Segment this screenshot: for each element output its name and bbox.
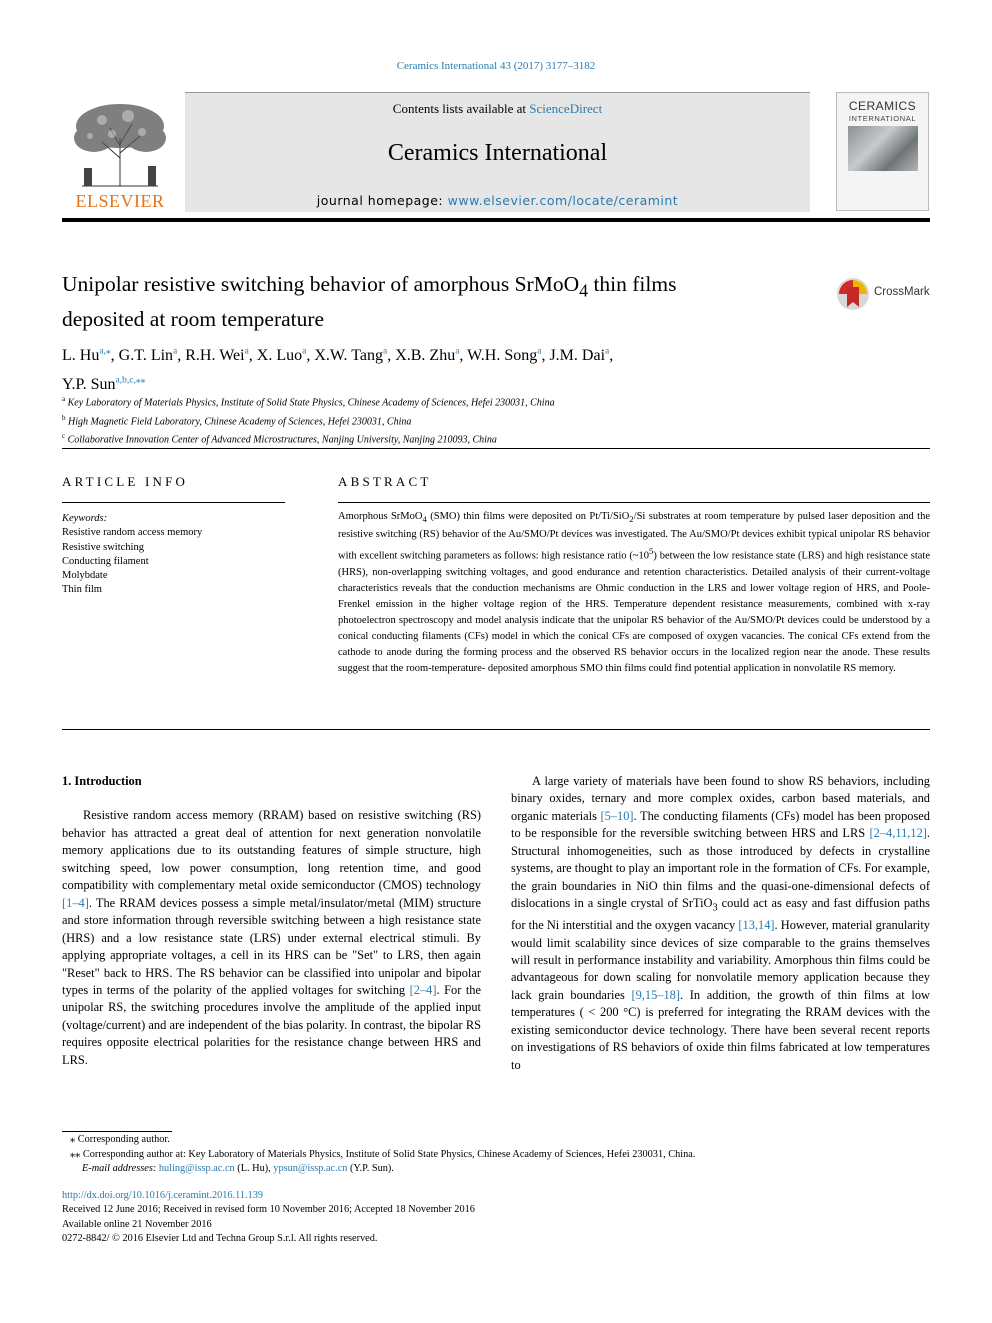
cover-subtitle: INTERNATIONAL: [848, 114, 917, 123]
received-dates: Received 12 June 2016; Received in revised form 10 November 2016; Accepted 18 November 2016: [62, 1204, 475, 1216]
author-affil-mark[interactable]: a: [537, 347, 542, 357]
title-part: Unipolar resistive switching behavior of amorphous SrMoO: [62, 272, 580, 296]
author-name: L. Hu: [62, 347, 100, 365]
journal-homepage: [185, 193, 810, 208]
keyword: Conducting filament: [62, 555, 149, 567]
header-rule: [62, 218, 930, 222]
email-owner: (L. Hu),: [234, 1163, 274, 1174]
doi-link[interactable]: http://dx.doi.org/10.1016/j.ceramint.2016.11.139: [62, 1190, 264, 1201]
affiliation: [62, 392, 762, 411]
elsevier-wordmark: ELSEVIER: [75, 191, 165, 211]
introduction-heading: 1. Introduction: [62, 774, 142, 788]
paper-title: [62, 270, 802, 334]
reference-link[interactable]: [2–4]: [409, 982, 437, 997]
author-affil-mark[interactable]: a: [173, 347, 178, 357]
abstract-part: ) between the low resistance state (LRS) and high resistance state (HRS), non-overlapping switching voltages, and good endurance and retention characteristics. Detailed analysis of their current-voltage characteristics reveals that the conduction mechanisms are Ohmic conduction in the LRS and lower voltage region of HRS, and Poole-Frenkel emission in the higher voltage region of the HRS. Temperature dependent resistance measurements, combined with x-ray photoelectron spectroscopy and model analysis indicate that the unipolar RS behavior of the Au/SMO/Pt devices could be understood by a conical conducting filaments (CFs) model in which the conical CFs are composed of oxygen vacancies. The conical CFs extend from the cathode to anode during the forming process and the observed RS behavior occurs in the localized region near the anode. These results suggest that the room-temperature- deposited amorphous SMO thin films could find potential application in nonvolatile RS memory.: [338, 550, 931, 674]
abstract-subscript: 4: [422, 514, 427, 525]
email-owner: (Y.P. Sun).: [347, 1163, 394, 1174]
footnote-rule: [62, 1131, 172, 1132]
sciencedirect-link[interactable]: ScienceDirect: [529, 101, 603, 116]
author-separator: ,: [459, 347, 468, 365]
author[interactable]: [185, 347, 257, 364]
keyword: Molybdate: [62, 570, 108, 582]
abstract-part: (SMO) thin films were deposited on Pt/Ti/SiO: [426, 511, 630, 522]
abstract-bottom-rule: [62, 729, 930, 730]
author[interactable]: [62, 376, 145, 393]
keywords-label: Keywords:: [62, 513, 108, 524]
paragraph-text: Resistive random access memory (RRAM) based on resistive switching (RS) behavior has attracted a great deal of attention for next generation nonvolatile memory applications due to its outstanding features of simple structure, high switching speed, low power consumption, long retention time, and good compatibility with complementary metal oxide semiconductor (CMOS) technology: [62, 808, 481, 893]
email-label: E-mail addresses:: [82, 1163, 159, 1174]
reference-link[interactable]: [9,15–18]: [631, 987, 681, 1002]
journal-title[interactable]: Ceramics International: [387, 140, 608, 166]
affiliation-text: Collaborative Innovation Center of Advanced Microstructures, Nanjing University, Nanjing 210093, China: [67, 434, 497, 446]
author-affil-mark[interactable]: a: [455, 347, 460, 357]
header-top-rule: [185, 92, 810, 93]
abstract-text: [338, 509, 930, 677]
abstract-superscript: 5: [649, 546, 654, 557]
author-separator: ,: [306, 347, 315, 365]
author-name: X.W. Tang: [314, 347, 383, 365]
email-link[interactable]: ypsun@issp.ac.cn: [273, 1163, 348, 1174]
author[interactable]: [314, 347, 395, 364]
title-line-2: deposited at room temperature: [62, 307, 325, 332]
paragraph-subscript: 3: [712, 902, 718, 914]
affiliation-text: Key Laboratory of Materials Physics, Institute of Solid State Physics, Chinese Academy of Sciences, Hefei 230031, China: [67, 397, 555, 409]
author-name: X.B. Zhu: [395, 347, 456, 365]
paragraph-text: . The conducting filaments (CFs) model has been proposed to be responsible for the reversible switching between HRS and LRS: [511, 808, 930, 841]
article-info-rule: [62, 502, 285, 503]
author-separator: ,: [387, 347, 396, 365]
contents-prefix: Contents lists available at: [392, 101, 530, 116]
author-affil-mark[interactable]: a: [605, 347, 610, 357]
author[interactable]: [467, 347, 549, 364]
author-affil-mark[interactable]: a: [244, 347, 249, 357]
paragraph-text: . Structural inhomogeneities, such as those introduced by defects in crystalline systems, are thought to play an important role in the formation of CFs. For example, the grain boundaries in NiO thin films and the quasi-one-dimensional defects of dislocations in a single crystal of SrTiO: [511, 826, 930, 911]
author-name: G.T. Lin: [118, 347, 174, 365]
affiliation: [62, 411, 762, 430]
author[interactable]: [119, 347, 186, 364]
elsevier-tree-icon: [62, 98, 178, 190]
author-separator: ,: [110, 347, 119, 365]
paragraph-text: . For the unipolar RS, the switching procedures involve the amplitude of the applied input (voltage/current) and are independent of the bias polarity. In contrast, the bipolar RS requires opposite electrical polarities for the resistance change between HRS and LRS.: [62, 982, 481, 1067]
available-online: Available online 21 November 2016: [62, 1218, 212, 1230]
journal-cover-thumbnail[interactable]: [836, 92, 929, 211]
affiliation-mark: a: [62, 395, 66, 403]
reference-link[interactable]: [1–4]: [62, 895, 89, 910]
author-affil-mark[interactable]: a,b,c,⁎⁎: [115, 375, 146, 386]
author-separator: ,: [248, 347, 257, 365]
affiliation-mark: c: [62, 432, 66, 441]
homepage-link[interactable]: www.elsevier.com/locate/ceramint: [447, 193, 679, 208]
reference-link[interactable]: [5–10]: [600, 808, 634, 823]
author-separator: ,: [609, 347, 614, 365]
author-affil-mark[interactable]: a: [382, 347, 388, 357]
affiliation-rule: [62, 448, 930, 449]
author[interactable]: [62, 347, 119, 364]
journal-citation[interactable]: [0, 60, 992, 72]
keywords-block: [62, 512, 282, 598]
footnote-corresponding-2: ⁎⁎ Corresponding author at: Key Laboratory of Materials Physics, Institute of Solid State Physics, Chinese Academy of Sciences, Hefei 230031, China.: [70, 1148, 696, 1160]
affiliation-mark: b: [62, 413, 66, 422]
author-separator: ,: [177, 347, 186, 365]
abstract-part: /Si substrates at room temperature by pulsed laser deposition and the resistive switching (RS) behavior of the Au/SMO/Pt devices was investigated. The Au/SMO/Pt devices exhibit typical unipolar RS behavior with excellent switching parameters as follows: high resistance ratio (~10: [338, 511, 930, 562]
keyword: Thin film: [62, 584, 102, 596]
reference-link[interactable]: [2–4,11,12]: [869, 826, 927, 841]
footnote-emails: [62, 1162, 930, 1177]
keyword: Resistive switching: [62, 541, 144, 553]
paragraph-text: . The RRAM devices possess a simple metal/insulator/metal (MIM) structure and store information through reversible switching between a high resistance state (HRS) and a low resistance state (LRS) under external electrical stimuli. By applying appropriate voltages, a cell in its HRS can be "Set" to LRS, then again "Reset" back to HRS. The RS behavior can be classified into unipolar and bipolar types in terms of the polarity of the applied voltages for switching: [62, 895, 481, 997]
title-part: thin films: [588, 272, 677, 296]
crossmark-badge[interactable]: [836, 276, 932, 312]
author[interactable]: [395, 347, 467, 364]
body-column-right: [511, 773, 930, 1074]
author[interactable]: [549, 347, 613, 364]
cover-image: [848, 126, 918, 171]
affiliation-list: [62, 392, 762, 448]
author-affil-mark[interactable]: a,⁎: [99, 347, 111, 357]
author[interactable]: [257, 347, 315, 364]
paragraph-text: A large variety of materials have been found to show RS behaviors, including binary oxides, ternary and more complex oxides, carbon based materials, and organic materials: [511, 774, 930, 823]
homepage-prefix: journal homepage:: [316, 193, 448, 208]
paragraph-text: . In addition, the growth of thin films at low temperatures ( < 200 °C) is preferred for integrating the RRAM devices with the existing semiconductor device technology. There have been several recent reports on investigations of RS behaviors of oxide thin films fabricated at low temperatures to: [511, 987, 931, 1072]
affiliation: [62, 429, 762, 448]
article-info-heading: ARTICLE INFO: [62, 474, 189, 489]
cover-title: CERAMICS: [848, 99, 917, 113]
abstract-part: Amorphous SrMoO: [338, 511, 423, 522]
abstract-heading: ABSTRACT: [338, 474, 432, 489]
author-name: W.H. Song: [467, 347, 538, 365]
author-affil-mark[interactable]: a: [302, 347, 307, 357]
paragraph-text: could act as easy and fast diffusion paths for the Ni interstitial and the oxygen vacancy: [511, 896, 930, 933]
crossmark-label: CrossMark: [874, 286, 930, 298]
reference-link[interactable]: [13,14]: [738, 918, 775, 933]
author-name: X. Luo: [256, 347, 303, 365]
abstract-rule: [338, 502, 930, 503]
author-name: J.M. Dai: [549, 347, 606, 365]
crossmark-icon: [836, 276, 870, 312]
intro-paragraph-1: [62, 807, 481, 1069]
affiliation-text: High Magnetic Field Laboratory, Chinese Academy of Sciences, Hefei 230031, China: [68, 415, 412, 427]
footnotes: [62, 1133, 930, 1177]
author-name: R.H. Wei: [185, 347, 245, 365]
elsevier-logo[interactable]: [62, 98, 178, 212]
paragraph-text: . However, material granularity would limit scalability since devices of size comparable to the grains themselves will result in performance instability and variability. Amorphous thin films could be advantageous for down scaling for nonvolatile memory application because they lack grain boundaries: [511, 918, 930, 1002]
author-name: Y.P. Sun: [62, 375, 116, 393]
email-link[interactable]: huling@issp.ac.cn: [158, 1163, 235, 1174]
abstract-subscript: 2: [629, 514, 634, 525]
author-separator: ,: [541, 347, 550, 365]
citation-link[interactable]: Ceramics International 43 (2017) 3177–3182: [396, 60, 596, 72]
keyword: Resistive random access memory: [62, 527, 203, 539]
title-subscript: 4: [579, 280, 589, 301]
copyright: 0272-8842/ © 2016 Elsevier Ltd and Techna Group S.r.l. All rights reserved.: [62, 1233, 378, 1245]
footnote-corresponding-1: ⁎ Corresponding author.: [70, 1134, 170, 1145]
contents-line: [185, 101, 810, 117]
body-column-left: [62, 773, 481, 1069]
author-list: [62, 340, 822, 397]
intro-paragraph-2: [511, 773, 930, 1074]
article-meta: [62, 1189, 930, 1247]
